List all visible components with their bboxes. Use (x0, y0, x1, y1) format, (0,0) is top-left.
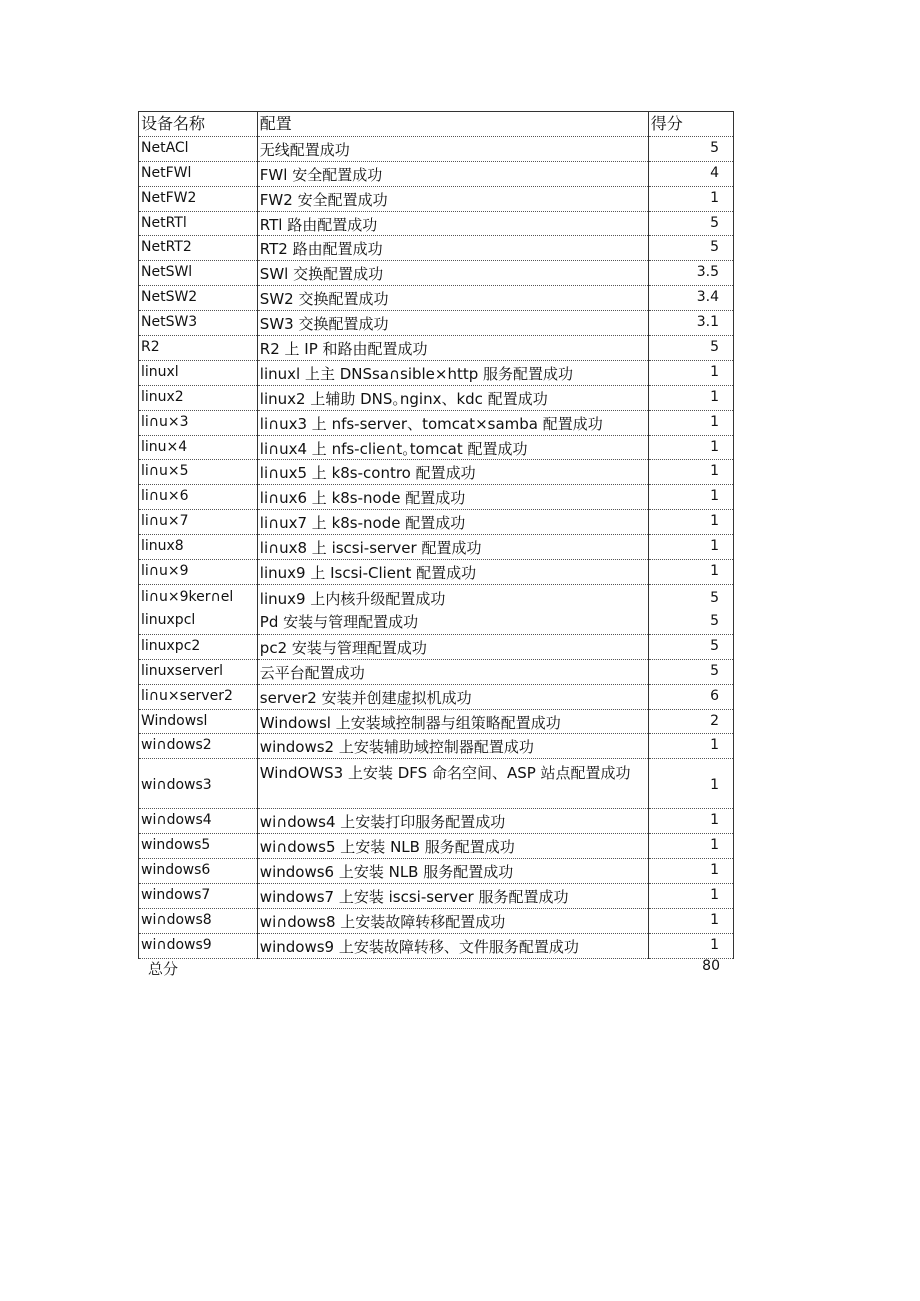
score-cell: 5 (648, 659, 733, 684)
score-line: 5 (710, 612, 719, 629)
score-cell: 1 (648, 560, 733, 585)
table-row (139, 859, 734, 884)
table-row (139, 485, 734, 510)
device-name-cell: windows5 (139, 834, 258, 859)
table-row (139, 385, 734, 410)
device-name-cell: windows6 (139, 859, 258, 884)
config-cell: server2 安装并创建虚拟机成功 (257, 684, 648, 709)
device-name-cell: li∩u×6 (139, 485, 258, 510)
device-name-cell: NetRT2 (139, 236, 258, 261)
device-name-cell: wi∩dows8 (139, 908, 258, 933)
score-cell: 1 (648, 834, 733, 859)
score-cell: 3.5 (648, 261, 733, 286)
table-row (139, 435, 734, 460)
config-cell: linux9 上 Iscsi-Client 配置成功 (257, 560, 648, 585)
config-cell: WindOWS3 上安装 DFS 命名空间、ASP 站点配置成功 (257, 759, 648, 809)
score-cell: 1 (648, 535, 733, 560)
table-row (139, 734, 734, 759)
config-cell: li∩ux4 上 nfs-clie∩t｡tomcat 配置成功 (257, 435, 648, 460)
config-cell: wi∩dows8 上安装故障转移配置成功 (257, 908, 648, 933)
device-name-line: li∩u×9ker∩el (141, 588, 234, 605)
table-row (139, 286, 734, 311)
config-cell: RTl 路由配置成功 (257, 211, 648, 236)
table-row (139, 211, 734, 236)
device-name-cell: linu×4 (139, 435, 258, 460)
device-name-cell: linuxpc2 (139, 634, 258, 659)
header-score: 得分 (648, 112, 733, 137)
score-cell: 2 (648, 709, 733, 734)
config-cell: SW2 交换配置成功 (257, 286, 648, 311)
score-cell: 1 (648, 859, 733, 884)
table-row (139, 884, 734, 909)
config-cell: windows6 上安装 NLB 服务配置成功 (257, 859, 648, 884)
config-cell: FWl 安全配置成功 (257, 161, 648, 186)
table-body (139, 136, 734, 958)
device-name-cell: wi∩dows9 (139, 933, 258, 958)
device-name-cell: NetSWl (139, 261, 258, 286)
score-line: 5 (710, 589, 719, 606)
config-cell: RT2 路由配置成功 (257, 236, 648, 261)
score-cell: 5 (648, 236, 733, 261)
config-cell: windows2 上安装辅助域控制器配置成功 (257, 734, 648, 759)
score-cell (648, 584, 733, 634)
table-row (139, 510, 734, 535)
config-cell: FW2 安全配置成功 (257, 186, 648, 211)
table-row (139, 560, 734, 585)
device-name-cell: linux8 (139, 535, 258, 560)
device-name-cell: linuxl (139, 360, 258, 385)
table-row (139, 535, 734, 560)
device-name-cell: li∩u×5 (139, 460, 258, 485)
score-cell: 5 (648, 211, 733, 236)
table-row (139, 809, 734, 834)
device-name-cell: li∩u×3 (139, 410, 258, 435)
device-name-cell: linux2 (139, 385, 258, 410)
table-row (139, 236, 734, 261)
score-cell: 1 (648, 908, 733, 933)
table-row (139, 709, 734, 734)
config-cell: windows9 上安装故障转移、文件服务配置成功 (257, 933, 648, 958)
config-cell: SWl 交换配置成功 (257, 261, 648, 286)
table-row (139, 410, 734, 435)
device-name-cell: NetSW2 (139, 286, 258, 311)
header-config: 配置 (257, 112, 648, 137)
table-row (139, 834, 734, 859)
device-name-cell: NetSW3 (139, 311, 258, 336)
score-cell: 1 (648, 809, 733, 834)
config-cell (257, 584, 648, 634)
score-cell: 1 (648, 933, 733, 958)
device-name-cell: wi∩dows4 (139, 809, 258, 834)
score-cell: 4 (648, 161, 733, 186)
device-name-line: linuxpcl (141, 611, 196, 628)
device-name-cell: wi∩dows2 (139, 734, 258, 759)
table-header-row (139, 112, 734, 137)
score-cell: 1 (648, 734, 733, 759)
device-name-cell: linuxserverl (139, 659, 258, 684)
config-cell: 云平台配置成功 (257, 659, 648, 684)
score-cell: 1 (648, 186, 733, 211)
config-cell: SW3 交换配置成功 (257, 311, 648, 336)
total-label: 总分 (148, 960, 179, 978)
device-name-cell: windows7 (139, 884, 258, 909)
device-name-cell: li∩u×7 (139, 510, 258, 535)
score-cell: 1 (648, 360, 733, 385)
table-row (139, 336, 734, 361)
table-row (139, 933, 734, 958)
header-device-name: 设备名称 (139, 112, 258, 137)
config-cell: 无线配置成功 (257, 136, 648, 161)
score-table (138, 111, 734, 959)
score-cell: 1 (648, 460, 733, 485)
config-cell: li∩ux3 上 nfs-server、tomcat×samba 配置成功 (257, 410, 648, 435)
score-cell: 5 (648, 136, 733, 161)
score-cell: 1 (648, 759, 733, 809)
total-value: 80 (702, 958, 720, 974)
config-cell: li∩ux7 上 k8s-node 配置成功 (257, 510, 648, 535)
config-line: Pd 安装与管理配置成功 (259, 612, 419, 631)
config-cell: wi∩dows4 上安装打印服务配置成功 (257, 809, 648, 834)
device-name-cell: NetFWl (139, 161, 258, 186)
device-name-cell: Windowsl (139, 709, 258, 734)
total-row (148, 958, 720, 980)
score-cell: 1 (648, 884, 733, 909)
table-row (139, 759, 734, 809)
device-name-cell: NetFW2 (139, 186, 258, 211)
table-row (139, 634, 734, 659)
config-cell: linux2 上辅助 DNS｡nginx、kdc 配置成功 (257, 385, 648, 410)
table-row (139, 684, 734, 709)
device-name-cell: wi∩dows3 (139, 759, 258, 809)
score-cell: 3.4 (648, 286, 733, 311)
config-cell: linuxl 上主 DNSsa∩sible×http 服务配置成功 (257, 360, 648, 385)
config-cell: windows7 上安装 iscsi-server 服务配置成功 (257, 884, 648, 909)
config-cell: pc2 安装与管理配置成功 (257, 634, 648, 659)
device-name-cell: li∩u×9 (139, 560, 258, 585)
device-name-cell: li∩u×server2 (139, 684, 258, 709)
config-cell: li∩ux6 上 k8s-node 配置成功 (257, 485, 648, 510)
score-cell: 1 (648, 435, 733, 460)
table-row (139, 136, 734, 161)
table-row (139, 261, 734, 286)
config-cell: li∩ux5 上 k8s-contro 配置成功 (257, 460, 648, 485)
config-cell: R2 上 IP 和路由配置成功 (257, 336, 648, 361)
table-row (139, 161, 734, 186)
config-cell: Windowsl 上安装域控制器与组策略配置成功 (257, 709, 648, 734)
score-cell: 3.1 (648, 311, 733, 336)
table-row (139, 311, 734, 336)
score-cell: 1 (648, 510, 733, 535)
device-name-cell: NetACl (139, 136, 258, 161)
table-row (139, 460, 734, 485)
score-cell: 5 (648, 634, 733, 659)
config-cell: li∩ux8 上 iscsi-server 配置成功 (257, 535, 648, 560)
score-cell: 5 (648, 336, 733, 361)
device-name-cell (139, 584, 258, 634)
score-cell: 6 (648, 684, 733, 709)
config-cell: wi∩dows5 上安装 NLB 服务配置成功 (257, 834, 648, 859)
device-name-cell: R2 (139, 336, 258, 361)
config-line: linux9 上内核升级配置成功 (259, 589, 446, 608)
table-row (139, 360, 734, 385)
score-cell: 1 (648, 385, 733, 410)
score-cell: 1 (648, 485, 733, 510)
score-cell: 1 (648, 410, 733, 435)
table-row (139, 186, 734, 211)
table-row (139, 908, 734, 933)
table-row (139, 584, 734, 634)
table-row (139, 659, 734, 684)
device-name-cell: NetRTl (139, 211, 258, 236)
